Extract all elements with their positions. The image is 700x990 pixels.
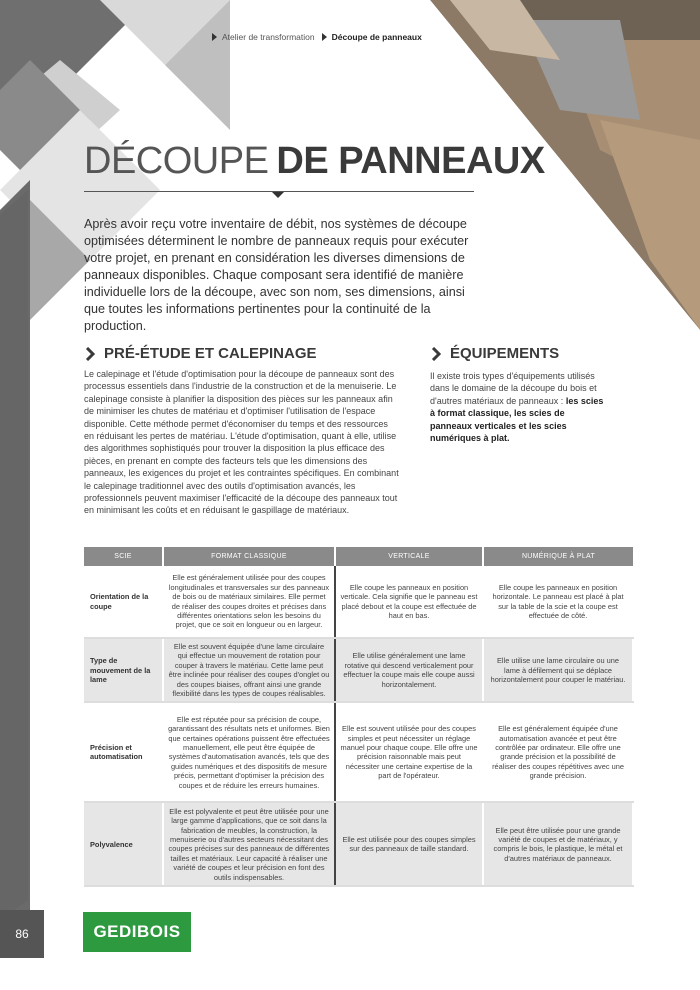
table-row	[84, 802, 633, 886]
gedibois-logo[interactable]: GEDIBOIS	[83, 912, 191, 952]
table-header-row	[84, 547, 633, 566]
table-cell: Elle est réputée pour sa précision de coupe, garantissant des résultats nets et uniformes. Bien que certaines opérations puissent être effectuées manuellement, elle peut être équipée de systèmes d'automatisation avancés, tels que des guides numériques et des dispositifs de mesure précis, permettant d'optimiser la précision des coupes et de réduire les erreurs humaines.	[163, 702, 335, 802]
chevron-right-icon	[430, 347, 444, 361]
table-row	[84, 638, 633, 702]
table-header: SCIE	[84, 547, 163, 566]
equipements-bold-text: les scies à format classique, les scies de panneaux verticales et les scies numériques à plat.	[430, 395, 604, 444]
row-label: Type de mouvement de la lame	[84, 638, 163, 702]
comparison-table	[84, 547, 634, 887]
section-heading-calepinage	[84, 345, 317, 362]
equipements-paragraph	[430, 370, 606, 444]
chevron-right-icon	[84, 347, 98, 361]
table-header: NUMÉRIQUE À PLAT	[483, 547, 633, 566]
chevron-right-icon	[212, 33, 217, 41]
table-cell: Elle est polyvalente et peut être utilisée pour une large gamme d'applications, que ce soit dans la fabrication de meubles, la construction, la menuiserie ou d'autres secteurs nécessitant des coupes précises sur des panneaux de différentes tailles et matériaux. Leur capacité à réaliser une variété de coupes et leur précision en font des outils indispensables.	[163, 802, 335, 886]
page-title-bold: DE PANNEAUX	[276, 140, 545, 182]
row-label: Orientation de la coupe	[84, 566, 163, 638]
section-heading-equipements-label: ÉQUIPEMENTS	[450, 345, 560, 362]
page-number: 86	[0, 910, 44, 958]
table-cell: Elle utilise une lame circulaire ou une lame à défilement qui se déplace horizontalement pour couper le matériau.	[483, 638, 633, 702]
equipements-text: Il existe trois types d'équipements utilisés dans le domaine de la découpe du bois et d'autres matériaux de panneaux :	[430, 371, 597, 406]
breadcrumb	[212, 32, 422, 42]
breadcrumb-item-workshop[interactable]: Atelier de transformation	[222, 32, 315, 42]
table-cell: Elle est généralement équipée d'une automatisation avancée et peut être contrôlée par ordinateur. Elle offre une grande précision et la possibilité de réaliser des coupes répétitives avec une grande précision.	[483, 702, 633, 802]
table-cell: Elle est souvent utilisée pour des coupes simples et peut nécessiter un réglage manuel pour chaque coupe. Elle offre une précision raisonnable mais peut nécessiter une certaine expertise de la part de l'opérateur.	[335, 702, 483, 802]
section-heading-calepinage-label: PRÉ-ÉTUDE ET CALEPINAGE	[104, 345, 317, 362]
table-header: FORMAT CLASSIQUE	[163, 547, 335, 566]
breadcrumb-item-current: Découpe de panneaux	[331, 32, 422, 42]
table-cell: Elle coupe les panneaux en position verticale. Cela signifie que le panneau est placé debout et la coupe est effectuée de haut en bas.	[335, 566, 483, 638]
section-heading-equipements	[430, 345, 559, 362]
title-divider-arrow-icon	[272, 192, 284, 198]
table-cell: Elle coupe les panneaux en position horizontale. Le panneau est placé à plat sur la table de la scie et la coupe est effectuée de côté.	[483, 566, 633, 638]
table-header: VERTICALE	[335, 547, 483, 566]
calepinage-paragraph: Le calepinage et l'étude d'optimisation pour la découpe de panneaux sont des processus essentiels dans l'industrie de la construction et de la menuiserie. Le calepinage consiste à planifier la disposition des pièces sur les panneaux afin de minimiser les chutes de matériau et d'optimiser l'utilisation de l'espace disponible. Cette méthode permet d'économiser du temps et des ressources en réduisant les pertes de matériau. L'étude d'optimisation, quant à elle, utilise des algorithmes sophistiqués pour trouver la disposition la plus efficace des pièces, en prenant en compte des facteurs tels que les dimensions des panneaux, les exigences du projet et les contraintes spécifiques. En combinant le calepinage traditionnel avec des outils d'optimisation avancés, les professionnels peuvent maximiser l'efficacité de la découpe des panneaux tout en minimisant les coûts et en réduisant le gaspillage de matériaux.	[84, 369, 399, 516]
table-cell: Elle peut être utilisée pour une grande variété de coupes et de matériaux, y compris le bois, le plastique, le métal et d'autres matériaux de panneaux.	[483, 802, 633, 886]
table-cell: Elle est généralement utilisée pour des coupes longitudinales et transversales sur des panneaux de bois ou de matériaux similaires. Elle permet de réaliser des coupes droites et précises dans différentes orientations selon les besoins du projet, que ce soit en longueur ou en largeur.	[163, 566, 335, 638]
table-row	[84, 566, 633, 638]
row-label: Précision et automatisation	[84, 702, 163, 802]
page-title-light: DÉCOUPE	[84, 140, 269, 182]
intro-paragraph: Après avoir reçu votre inventaire de débit, nos systèmes de découpe optimisées déterminent le nombre de panneaux requis pour exécuter votre projet, en prenant en considération les diverses dimensions de panneaux disponibles. Chaque composant sera identifié de manière individuelle lors de la découpe, avec son nom, ses dimensions, ainsi que toutes les informations pertinentes pour la continuité de la production.	[84, 217, 469, 333]
row-label: Polyvalence	[84, 802, 163, 886]
table-row	[84, 702, 633, 802]
chevron-right-icon	[322, 33, 327, 41]
table-cell: Elle utilise généralement une lame rotative qui descend verticalement pour effectuer la coupe mais elle coupe aussi horizontalement.	[335, 638, 483, 702]
table-cell: Elle est souvent équipée d'une lame circulaire qui effectue un mouvement de rotation pour couper à travers le matériau. Cette lame peut être inclinée pour réaliser des coupes d'onglet ou des coupes biaises, offrant ainsi une grande flexibilité dans les types de coupes réalisables.	[163, 638, 335, 702]
table-cell: Elle est utilisée pour des coupes simples sur des panneaux de taille standard.	[335, 802, 483, 886]
page-title	[84, 142, 545, 180]
